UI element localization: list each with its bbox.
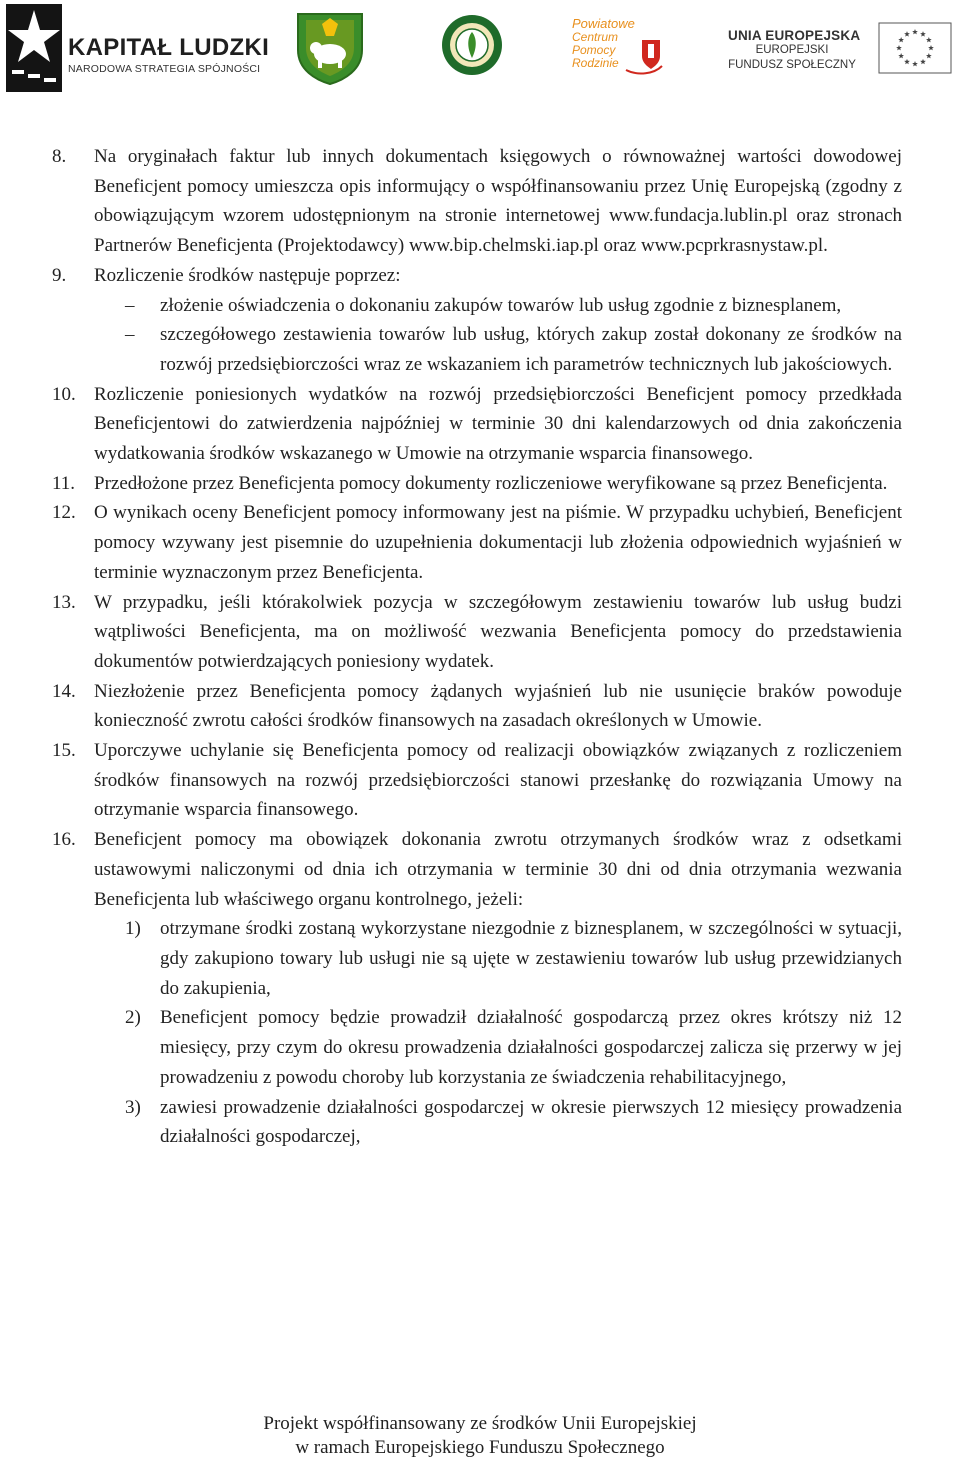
footer-line-2: w ramach Europejskiego Funduszu Społecznego xyxy=(295,1437,665,1458)
item-number: 15. xyxy=(52,740,76,762)
list-item xyxy=(0,736,960,825)
item-text: Rozliczenie środków następuje poprzez: xyxy=(94,264,401,286)
coat-of-arms-bear-icon xyxy=(294,10,366,86)
item-text: Uporczywe uchylanie się Beneficjenta pomocy od realizacji obowiązków związanych z rozliczeniem środków finansowych na rozwój przedsiębiorczości stanowi przesłankę do rozwiązania Umowy na otrzymanie wsparcia finansowego. xyxy=(94,740,902,821)
sub-item-number: 2) xyxy=(125,1007,141,1029)
sub-item-text: zawiesi prowadzenie działalności gospodarczej w okresie pierwszych 12 miesięcy prowadzenia działalności gospodarczej, xyxy=(160,1096,902,1148)
sub-item-text: otrzymane środki zostaną wykorzystane niezgodnie z biznesplanem, w szczególności w sytuacji, gdy zakupiono towary lub usługi nie są ujęte w zestawieniu towarów lub usług przewidzianych do zakupienia, xyxy=(160,918,902,999)
item-number: 12. xyxy=(52,502,76,524)
list-item xyxy=(0,142,960,261)
svg-text:Pomocy: Pomocy xyxy=(572,43,616,57)
dash-marker: – xyxy=(125,294,135,316)
fundacja-seal-logo xyxy=(441,14,503,76)
list-item xyxy=(0,825,960,914)
item-number: 13. xyxy=(52,591,76,613)
sub-item xyxy=(0,1003,960,1092)
list-item xyxy=(0,380,960,469)
dash-item xyxy=(0,291,960,321)
list-item xyxy=(0,498,960,587)
svg-text:Centrum: Centrum xyxy=(572,30,619,44)
sub-item-number: 3) xyxy=(125,1096,141,1118)
item-text: Na oryginałach faktur lub innych dokumentach księgowych o równoważnej wartości dowodowej Beneficjent pomocy umieszcza opis informujący o współfinansowaniu przez Unię Europejską (zgodny z obowiązującym wzorem udostępnionym na stronie internetowej www.fundacja.lublin.pl oraz stronach Partnerów Beneficjenta (Projektodawcy) www.bip.chelmski.iap.pl oraz www.pcprkrasnystaw.pl. xyxy=(94,146,902,257)
footer-line-1: Projekt współfinansowany ze środków Unii Europejskiej xyxy=(263,1413,697,1434)
dash-text: szczegółowego zestawienia towarów lub usług, których zakup został dokonany ze środków na rozwój przedsiębiorczości wraz ze wskazaniem ich parametrów technicznych lub jakościowych. xyxy=(160,324,902,375)
dash-item xyxy=(0,320,960,379)
item-number: 16. xyxy=(52,829,76,851)
list-item xyxy=(0,261,960,291)
item-text: Rozliczenie poniesionych wydatków na rozwój przedsiębiorczości Beneficjent pomocy przedkłada Beneficjentowi do zatwierdzenia najpóźniej w terminie 30 dni kalendarzowych od dnia zakończenia wydatkowania środków wskazanego w Umowie na otrzymanie wsparcia finansowego. xyxy=(94,383,902,465)
item-text: Przedłożone przez Beneficjenta pomocy dokumenty rozliczeniowe weryfikowane są przez Beneficjenta. xyxy=(94,472,888,494)
item-number: 8. xyxy=(52,146,67,167)
sub-item-number: 1) xyxy=(125,918,141,940)
page-header xyxy=(0,0,960,100)
eu-subtitle-2: FUNDUSZ SPOŁECZNY xyxy=(728,59,856,71)
page-footer xyxy=(0,1412,960,1460)
sub-item xyxy=(0,1093,960,1152)
item-text: Niezłożenie przez Beneficjenta pomocy żądanych wyjaśnień lub nie usunięcie braków powoduje konieczność zwrotu całości środków finansowych na zasadach określonych w Umowie. xyxy=(94,680,902,732)
document-body xyxy=(0,142,960,1152)
eu-subtitle-1: EUROPEJSKI xyxy=(755,44,829,56)
svg-text:Rodzinie: Rodzinie xyxy=(572,56,619,70)
list-item xyxy=(0,677,960,736)
eu-title: UNIA EUROPEJSKA xyxy=(728,28,861,43)
item-number: 11. xyxy=(52,472,76,494)
item-text: O wynikach oceny Beneficjent pomocy informowany jest na piśmie. W przypadku uchybień, Beneficjent pomocy wzywany jest pisemnie do uzupełnienia dokumentacji lub złożenia odpowiednich wyjaśnień w terminie wyznaczonym przez Beneficjenta. xyxy=(94,502,902,583)
eu-flag-icon xyxy=(878,22,952,74)
dash-marker: – xyxy=(125,324,135,346)
chelm-county-coat-of-arms xyxy=(294,10,366,86)
item-text: W przypadku, jeśli którakolwiek pozycja w szczegółowym zestawieniu towarów lub usług budzi wątpliwości Beneficjenta, ma on możliwość wezwania Beneficjenta pomocy do przedstawienia dokumentów potwierdzających poniesiony wydatek. xyxy=(94,591,902,672)
list-item xyxy=(0,588,960,677)
seal-emblem-icon xyxy=(441,14,503,76)
sub-item-text: Beneficjent pomocy będzie prowadził działalność gospodarczą przez okres krótszy niż 12 miesięcy, przy czym do okresu prowadzenia działalności gospodarczej zalicza się przerwy w jej prowadzeniu z powodu choroby lub korzystania ze świadczenia rehabilitacyjnego, xyxy=(160,1007,902,1088)
sub-item xyxy=(0,914,960,1003)
item-text: Beneficjent pomocy ma obowiązek dokonania zwrotu otrzymanych środków wraz z odsetkami ustawowymi naliczonymi od dnia ich otrzymania w terminie 30 dni od dnia otrzymania wezwania Beneficjenta lub właściwego organu kontrolnego, jeżeli: xyxy=(94,829,902,910)
pcpr-logo xyxy=(568,14,666,76)
list-item xyxy=(0,469,960,499)
pcpr-emblem xyxy=(568,14,666,76)
item-number: 10. xyxy=(52,383,76,405)
eu-efs-logo xyxy=(718,22,954,78)
item-number: 9. xyxy=(52,264,67,286)
item-number: 14. xyxy=(52,680,76,702)
kapital-ludzki-subtitle: NARODOWA STRATEGIA SPÓJNOŚCI xyxy=(68,63,261,75)
kapital-ludzki-star-icon xyxy=(6,4,62,92)
kapital-ludzki-logo xyxy=(6,4,271,94)
kapital-ludzki-title: KAPITAŁ LUDZKI xyxy=(68,34,270,61)
svg-text:Powiatowe: Powiatowe xyxy=(572,16,635,31)
dash-text: złożenie oświadczenia o dokonaniu zakupów towarów lub usług zgodnie z biznesplanem, xyxy=(160,294,842,316)
